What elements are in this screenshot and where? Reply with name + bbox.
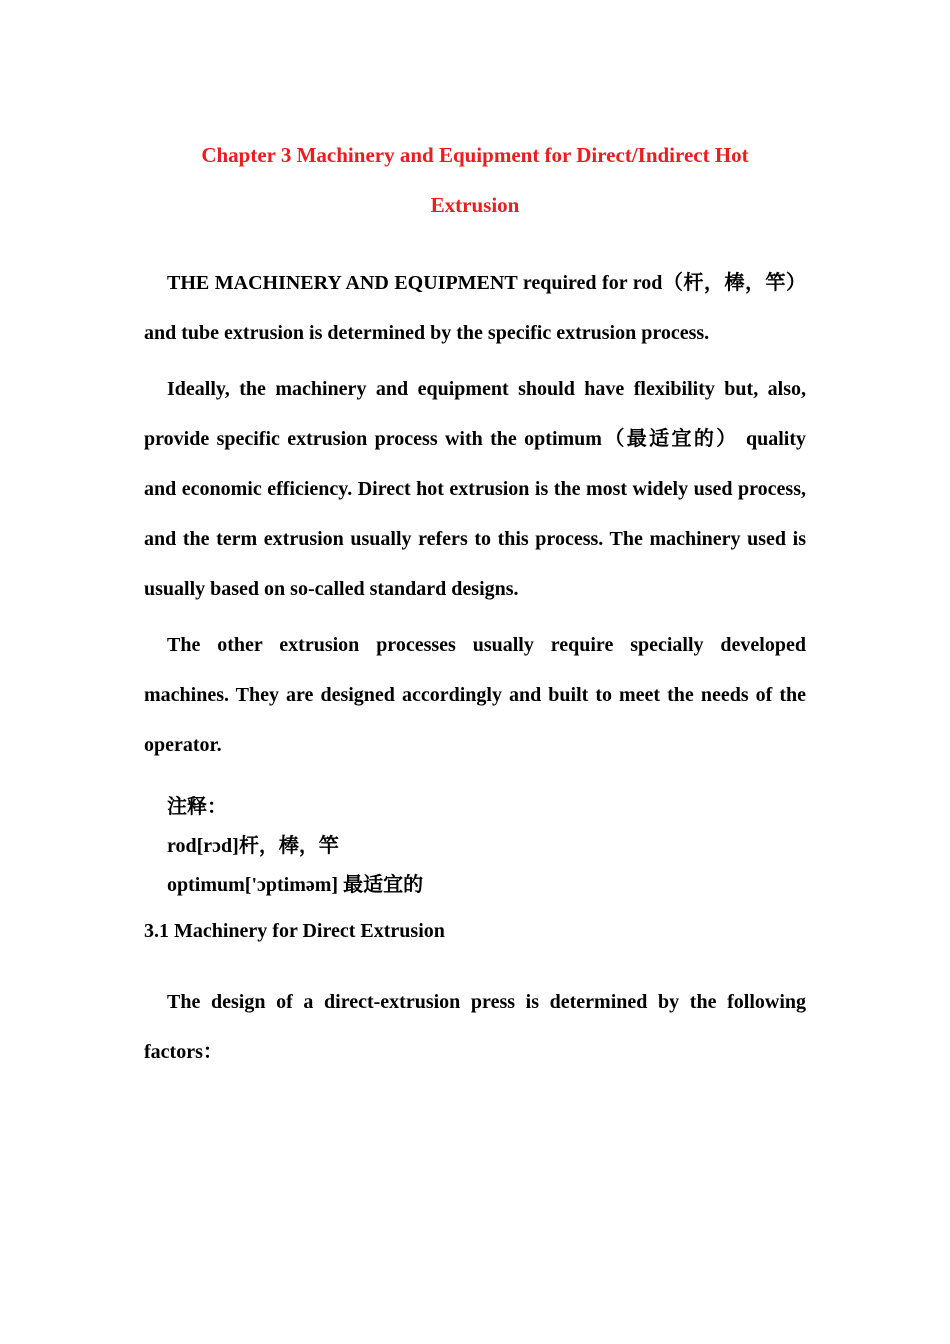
notes-label: 注释： xyxy=(167,796,227,818)
paragraph-intro: THE MACHINERY AND EQUIPMENT required for rod（杆，棒，竿） and tube extrusion is determined by the specific extrusion process. xyxy=(144,272,806,344)
section-heading: 3.1 Machinery for Direct Extrusion xyxy=(144,920,445,942)
chapter-title-line-1: Chapter 3 Machinery and Equipment for Direct/Indirect Hot xyxy=(201,143,749,167)
chapter-title-line-2: Extrusion xyxy=(430,193,520,217)
notes-block xyxy=(144,788,806,905)
note-item-rod: rod[rɔd]杆，棒，竿 xyxy=(167,835,339,857)
paragraph-design-factors: The design of a direct-extrusion press is determined by the following factors： xyxy=(144,991,806,1063)
paragraph-other-processes: The other extrusion processes usually require specially developed machines. They are designed accordingly and built to meet the needs of the operator. xyxy=(144,634,806,756)
paragraph-ideally: Ideally, the machinery and equipment should have flexibility but, also, provide specific extrusion process with the optimum（最适宜的） quality and economic efficiency. Direct hot extrusion is the most widely used process, and the term extrusion usually refers to this process. The machinery used is usually based on so-called standard designs. xyxy=(144,378,806,600)
document-page xyxy=(144,130,806,1077)
note-item-optimum: optimum['ɔptiməm] 最适宜的 xyxy=(167,874,424,896)
